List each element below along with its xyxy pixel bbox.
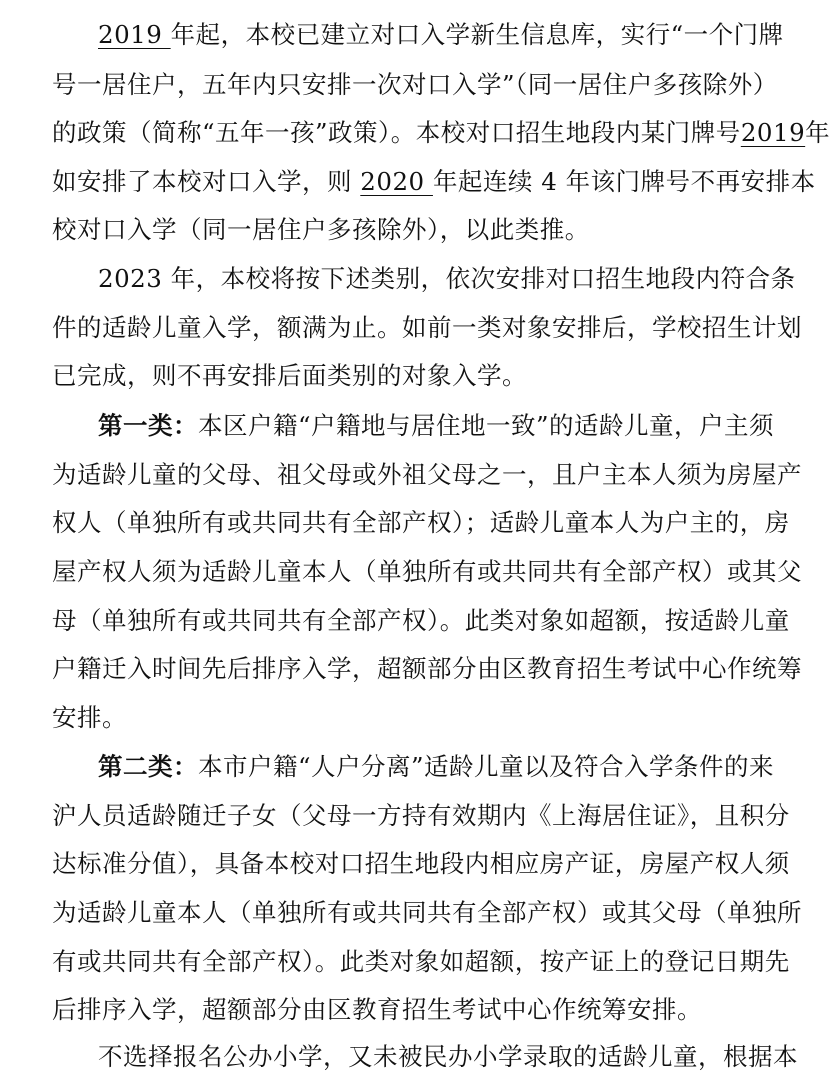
- text-run: 不选择报名公办小学，又未被民办小学录取的适龄儿童，根据本: [98, 1042, 798, 1071]
- underlined-value: 2019: [98, 20, 171, 49]
- paragraph-3-line-6: [52, 644, 802, 694]
- text-run: 已完成，则不再安排后面类别的对象入学。: [52, 361, 527, 390]
- text-run: 户籍迁入时间先后排序入学，超额部分由区教育招生考试中心作统筹: [52, 654, 802, 683]
- paragraph-1-line-2: [52, 60, 778, 110]
- paragraph-3-line-4: [52, 547, 802, 597]
- text-run: 母（单独所有或共同共有全部产权）。此类对象如超额，按适龄儿童: [52, 606, 790, 635]
- text-run: 件的适龄儿童入学，额满为止。如前一类对象安排后，学校招生计划: [52, 313, 802, 342]
- text-run: 有或共同共有全部产权）。此类对象如超额，按产证上的登记日期先: [52, 947, 790, 976]
- text-run: 沪人员适龄随迁子女（父母一方持有效期内《上海居住证》，且积分: [52, 801, 790, 830]
- paragraph-3-line-1: [98, 401, 775, 451]
- text-run: 校对口入学（同一居住户多孩除外），以此类推。: [52, 215, 590, 244]
- text-run: 为适龄儿童的父母、祖父母或外祖父母之一，且户主本人须为房屋产: [52, 460, 802, 489]
- paragraph-3-line-2: [52, 450, 802, 500]
- paragraph-3-line-7: [52, 693, 127, 743]
- paragraph-1-line-3: [52, 108, 830, 158]
- text-run: 2023 年，本校将按下述类别，依次安排对口招生地段内符合条: [98, 264, 796, 293]
- paragraph-1-line-1: [98, 10, 784, 60]
- text-run: 的政策（简称“五年一孩”政策）。本校对口招生地段内某门牌号: [52, 118, 741, 147]
- paragraph-5-line-1: [98, 1032, 798, 1082]
- text-run: 为适龄儿童本人（单独所有或共同共有全部产权）或其父母（单独所: [52, 898, 802, 927]
- text-run: 本区户籍“户籍地与居住地一致”的适龄儿童，户主须: [198, 411, 775, 440]
- text-run: 后排序入学，超额部分由区教育招生考试中心作统筹安排。: [52, 995, 702, 1024]
- paragraph-2-line-3: [52, 351, 527, 401]
- text-run: 号一居住户，五年内只安排一次对口入学”（同一居住户多孩除外）: [52, 70, 778, 99]
- text-run: 屋产权人须为适龄儿童本人（单独所有或共同共有全部产权）或其父: [52, 557, 802, 586]
- paragraph-4-line-1: [98, 742, 775, 792]
- underlined-value: 2020: [360, 167, 433, 196]
- text-run: 年起，本校已建立对口入学新生信息库，实行“一个门牌: [170, 20, 784, 49]
- paragraph-3-line-5: [52, 596, 790, 646]
- underlined-value: 2019: [740, 118, 806, 147]
- text-run: 本市户籍“人户分离”适龄儿童以及符合入学条件的来: [198, 752, 775, 781]
- paragraph-1-line-4: [52, 157, 816, 207]
- paragraph-1-line-5: [52, 205, 590, 255]
- paragraph-4-line-6: [52, 985, 702, 1035]
- paragraph-3-line-3: [52, 498, 790, 548]
- paragraph-2-line-2: [52, 303, 802, 353]
- text-run: 权人（单独所有或共同共有全部产权）；适龄儿童本人为户主的，房: [52, 508, 790, 537]
- paragraph-4-line-4: [52, 888, 802, 938]
- paragraph-4-line-5: [52, 937, 790, 987]
- text-run: 达标准分值），具备本校对口招生地段内相应房产证，房屋产权人须: [52, 849, 790, 878]
- bold-label: 第一类：: [98, 411, 198, 440]
- paragraph-4-line-2: [52, 791, 790, 841]
- text-run: 安排。: [52, 703, 127, 732]
- paragraph-2-line-1: [98, 254, 796, 304]
- text-run: 年起连续 4 年该门牌号不再安排本: [432, 167, 816, 196]
- paragraph-4-line-3: [52, 839, 790, 889]
- text-run: 年: [805, 118, 830, 147]
- text-run: 如安排了本校对口入学，则: [52, 167, 361, 196]
- bold-label: 第二类：: [98, 752, 198, 781]
